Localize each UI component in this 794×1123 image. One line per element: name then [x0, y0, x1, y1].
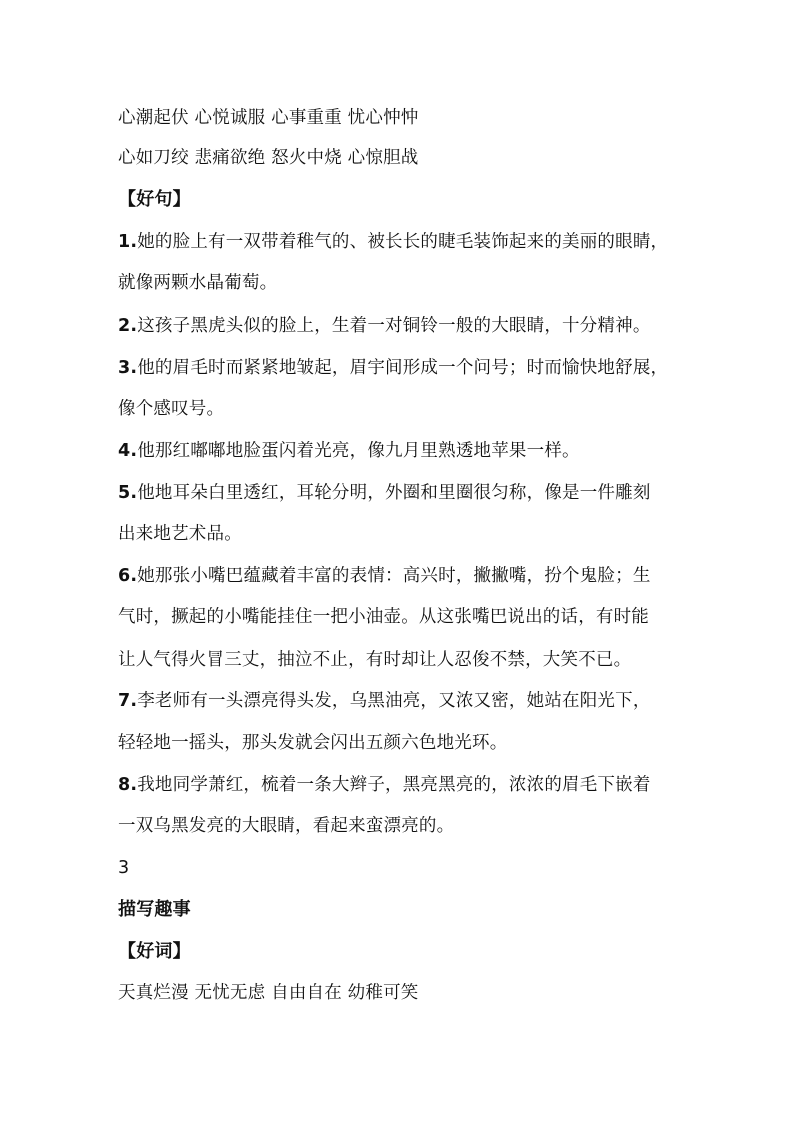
- sentence-6-text-a: 她那张小嘴巴蕴藏着丰富的表情：高兴时，撇撇嘴，扮个鬼脸；生: [137, 566, 651, 586]
- sentence-8-line-a: [118, 773, 651, 797]
- sentence-8-text-b: 一双乌黑发亮的大眼睛，看起来蛮漂亮的。: [118, 816, 455, 836]
- sentence-3-text-a: 他的眉毛时而紧紧地皱起，眉宇间形成一个问号；时而愉快地舒展，: [137, 358, 669, 378]
- sentence-6-number: 6.: [118, 566, 138, 586]
- word-line-1: 心潮起伏 心悦诚服 心事重重 忧心忡忡: [118, 108, 419, 128]
- sentence-1-text-b: 就像两颗水晶葡萄。: [118, 273, 278, 293]
- sentence-2-number: 2.: [118, 316, 138, 336]
- sentence-4-text-a: 他那红嘟嘟地脸蛋闪着光亮，像九月里熟透地苹果一样。: [137, 441, 580, 461]
- sentence-8-number: 8.: [118, 775, 138, 795]
- sentence-3-line-a: [118, 356, 668, 380]
- sentence-4-line-a: [118, 439, 580, 463]
- heading-good-sentences: 【好句】: [118, 189, 191, 210]
- sentence-7-text-a: 李老师有一头漂亮得头发，乌黑油亮，又浓又密，她站在阳光下，: [137, 691, 651, 711]
- sentence-4-number: 4.: [118, 441, 138, 461]
- sentence-3-number: 3.: [118, 358, 138, 378]
- section-number: 3: [118, 858, 130, 878]
- sentence-1-number: 1.: [118, 232, 138, 252]
- sentence-8-text-a: 我地同学萧红，梳着一条大辫子，黑亮黑亮的，浓浓的眉毛下嵌着: [137, 775, 651, 795]
- sentence-5-text-b: 出来地艺术品。: [118, 524, 242, 544]
- sentence-7-number: 7.: [118, 691, 138, 711]
- heading-good-words: 【好词】: [118, 941, 191, 962]
- sentence-5-number: 5.: [118, 483, 138, 503]
- sentence-2-text-a: 这孩子黑虎头似的脸上，生着一对铜铃一般的大眼睛，十分精神。: [137, 316, 651, 336]
- word-line-2: 心如刀绞 悲痛欲绝 怒火中烧 心惊胆战: [118, 148, 419, 168]
- sentence-3-text-b: 像个感叹号。: [118, 399, 225, 419]
- sentence-5-text-a: 他地耳朵白里透红，耳轮分明，外圈和里圈很匀称，像是一件雕刻: [137, 483, 651, 503]
- sentence-7-text-b: 轻轻地一摇头，那头发就会闪出五颜六色地光环。: [118, 733, 508, 753]
- sentence-1-text-a: 她的脸上有一双带着稚气的、被长长的睫毛装饰起来的美丽的眼睛，: [137, 232, 669, 252]
- word-line-last: 天真烂漫 无忧无虑 自由自在 幼稚可笑: [118, 983, 419, 1003]
- sentence-6-line-a: [118, 564, 651, 588]
- sentence-1-line-a: [118, 230, 668, 254]
- section-title: 描写趣事: [118, 899, 191, 920]
- sentence-6-text-b: 气时，撅起的小嘴能挂住一把小油壶。从这张嘴巴说出的话，有时能: [118, 607, 649, 627]
- sentence-5-line-a: [118, 481, 651, 505]
- sentence-6-text-c: 让人气得火冒三丈，抽泣不止，有时却让人忍俊不禁，大笑不已。: [118, 650, 632, 670]
- sentence-2-line-a: [118, 314, 651, 338]
- sentence-7-line-a: [118, 689, 651, 713]
